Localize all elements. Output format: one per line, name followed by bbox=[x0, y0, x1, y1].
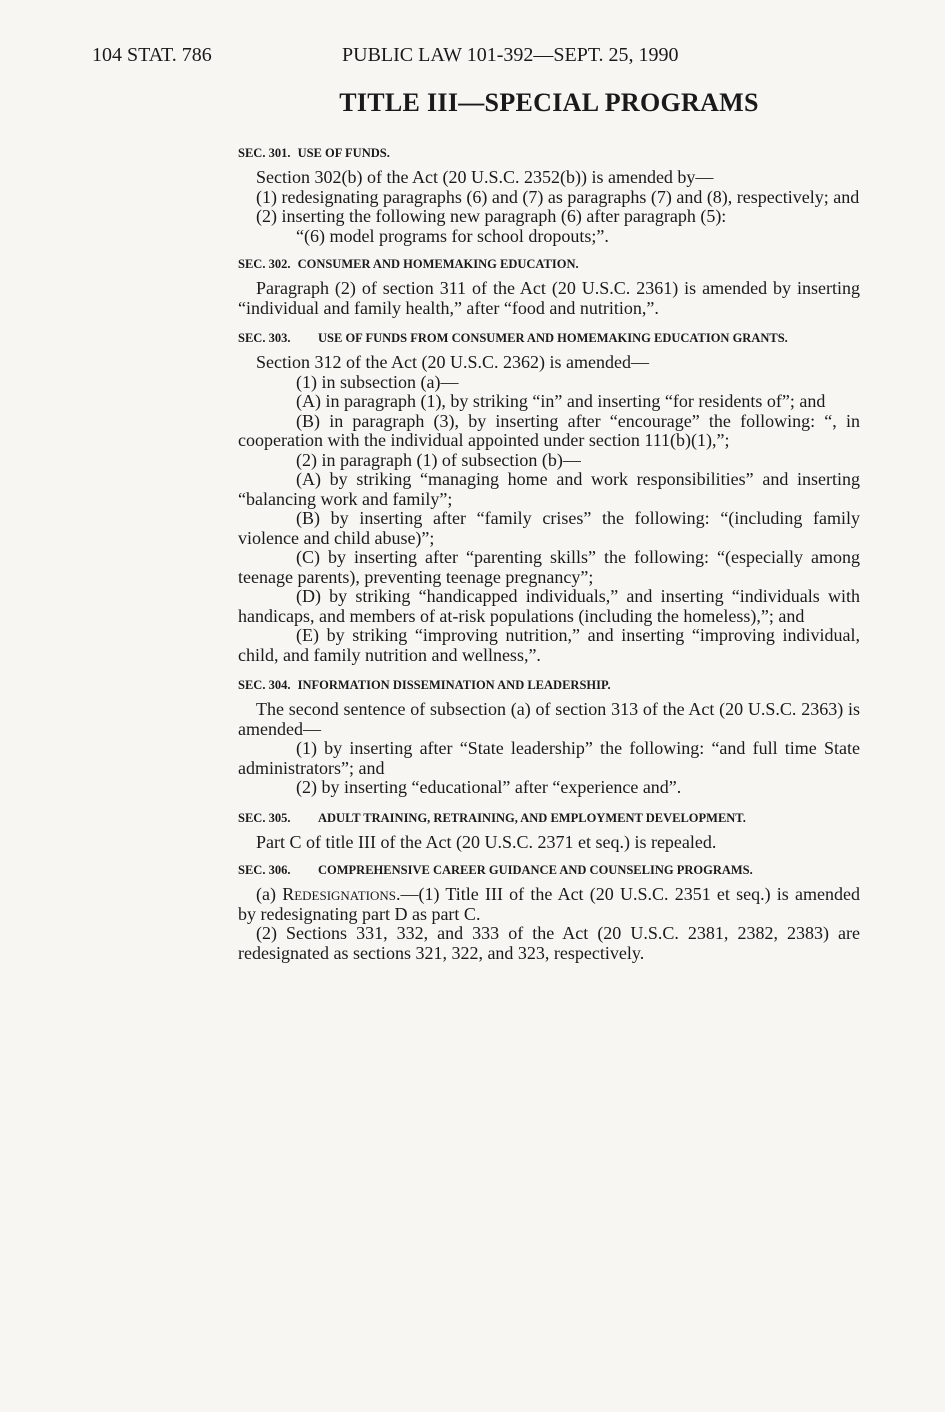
section-title: COMPREHENSIVE CAREER GUIDANCE AND COUNSELING PROGRAMS. bbox=[318, 863, 753, 877]
list-item: (1) by inserting after “State leadership” the following: “and full time State administrators”; and bbox=[238, 738, 860, 778]
list-item: (B) in paragraph (3), by inserting after “encourage” the following: “, in cooperation with the individual appointed under section 111(b)(1),”; bbox=[238, 410, 860, 450]
list-item: (B) by inserting after “family crises” the following: “(including family violence and child abuse)”; bbox=[238, 508, 860, 548]
paragraph: The second sentence of subsection (a) of section 313 of the Act (20 U.S.C. 2363) is amended— bbox=[238, 699, 860, 739]
subsection-prefix: (a) bbox=[256, 884, 283, 904]
list-item: (1) redesignating paragraphs (6) and (7) as paragraphs (7) and (8), respectively; and bbox=[256, 186, 860, 207]
section-title: USE OF FUNDS FROM CONSUMER AND HOMEMAKING EDUCATION GRANTS. bbox=[318, 331, 788, 345]
paragraph: Section 312 of the Act (20 U.S.C. 2362) is amended— bbox=[256, 352, 649, 372]
section-title: CONSUMER AND HOMEMAKING EDUCATION. bbox=[297, 257, 579, 271]
paragraph: Part C of title III of the Act (20 U.S.C. 2371 et seq.) is repealed. bbox=[256, 831, 717, 852]
paragraph: Section 302(b) of the Act (20 U.S.C. 2352(b)) is amended by— bbox=[256, 167, 714, 187]
page-header bbox=[0, 44, 945, 74]
paragraph: Paragraph (2) of section 311 of the Act (20 U.S.C. 2361) is amended by inserting “individual and family health,” after “food and nutrition,”. bbox=[238, 278, 860, 318]
list-item: (A) in paragraph (1), by striking “in” and inserting “for residents of”; and bbox=[296, 391, 826, 411]
section-number: SEC. 302. bbox=[238, 257, 291, 271]
statute-page-number: 104 STAT. 786 bbox=[92, 44, 212, 66]
section-heading bbox=[238, 862, 860, 879]
section-heading bbox=[238, 810, 860, 827]
list-item: (1) in subsection (a)— bbox=[296, 371, 459, 392]
section-heading bbox=[238, 677, 860, 694]
section-number: SEC. 306. bbox=[238, 863, 291, 877]
section-heading bbox=[238, 330, 860, 347]
list-item: (2) by inserting “educational” after “experience and”. bbox=[296, 777, 682, 797]
list-item: (E) by striking “improving nutrition,” and inserting “improving individual, child, and family nutrition and wellness,”. bbox=[238, 625, 860, 665]
section-heading bbox=[238, 256, 860, 273]
section-heading bbox=[238, 145, 860, 162]
subsection-heading: Redesignations. bbox=[282, 884, 401, 904]
section-number: SEC. 304. bbox=[238, 678, 291, 692]
list-item: (D) by striking “handicapped individuals,” and inserting “individuals with handicaps, and members of at-risk populations (including the homeless),”; and bbox=[238, 586, 860, 626]
list-item: (2) inserting the following new paragraph (6) after paragraph (5): bbox=[256, 206, 727, 226]
section-number: SEC. 303. bbox=[238, 331, 291, 345]
section-number: SEC. 305. bbox=[238, 810, 291, 825]
title-heading: TITLE III—SPECIAL PROGRAMS bbox=[339, 88, 759, 117]
list-item: (C) by inserting after “parenting skills” the following: “(especially among teenage parents), preventing teenage pregnancy”; bbox=[238, 547, 860, 587]
list-item: (2) in paragraph (1) of subsection (b)— bbox=[296, 449, 581, 470]
paragraph bbox=[238, 885, 860, 924]
section-title: INFORMATION DISSEMINATION AND LEADERSHIP. bbox=[297, 678, 611, 692]
subsection-text: —(1) Title III of the Act (20 U.S.C. 2351 et seq.) is amended by redesignating part D as part C. bbox=[238, 884, 860, 924]
quoted-paragraph: “(6) model programs for school dropouts;”. bbox=[296, 225, 609, 246]
document-body bbox=[238, 145, 860, 963]
section-number: SEC. 301. bbox=[238, 146, 291, 160]
public-law-citation: PUBLIC LAW 101-392—SEPT. 25, 1990 bbox=[342, 44, 679, 66]
list-item: (A) by striking “managing home and work responsibilities” and inserting “balancing work and family”; bbox=[238, 469, 860, 509]
section-title: ADULT TRAINING, RETRAINING, AND EMPLOYMENT DEVELOPMENT. bbox=[318, 810, 746, 825]
paragraph: (2) Sections 331, 332, and 333 of the Act (20 U.S.C. 2381, 2382, 2383) are redesignated as sections 321, 322, and 323, respectively. bbox=[238, 923, 860, 963]
section-title: USE OF FUNDS. bbox=[297, 146, 390, 160]
